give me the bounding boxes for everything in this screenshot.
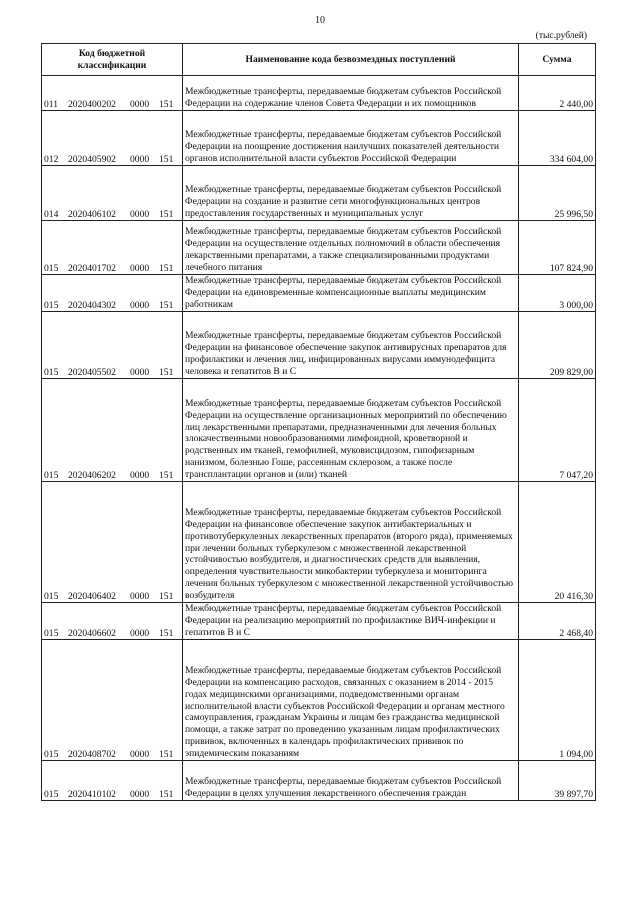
header-sum: Сумма — [519, 44, 596, 76]
kosgu-code: 151 — [159, 154, 174, 165]
revenue-code: 2020406602 — [68, 628, 116, 639]
program-code: 0000 — [130, 789, 150, 800]
classification-code-cell — [42, 379, 183, 482]
classification-code-cell — [42, 761, 183, 801]
kosgu-code: 151 — [159, 749, 174, 760]
page-number: 10 — [315, 15, 325, 26]
units-label: (тыс.рублей) — [535, 31, 587, 41]
revenue-name: Межбюджетные трансферты, передаваемые бюджетам субъектов Российской Федерации на единовременные компенсационные выплаты медицинским работникам — [183, 275, 519, 312]
amount: 20 416,30 — [519, 482, 596, 603]
table-header-row — [42, 44, 596, 76]
table-row — [42, 482, 596, 603]
classification-code-cell — [42, 275, 183, 312]
table-row — [42, 166, 596, 221]
program-code: 0000 — [130, 749, 150, 760]
classification-code-cell — [42, 111, 183, 166]
revenue-name: Межбюджетные трансферты, передаваемые бюджетам субъектов Российской Федерации на осуществление организационных мероприятий по обеспечению лиц лекарственными препаратами, предназначенными для лечения больных злокачественными новообразованиями лимфоидной, кроветворной и родственных им тканей, гемофилией, муковисцидозом, гипофизарным нанизмом, болезнью Гоше, рассеянным склерозом, а также после трансплантации органов и (или) тканей — [183, 379, 519, 482]
revenue-code: 2020400202 — [68, 99, 116, 110]
table-row — [42, 275, 596, 312]
kosgu-code: 151 — [159, 99, 174, 110]
revenue-code: 2020406202 — [68, 470, 116, 481]
admin-code: 014 — [44, 209, 59, 220]
revenue-code: 2020405902 — [68, 154, 116, 165]
revenue-name: Межбюджетные трансферты, передаваемые бюджетам субъектов Российской Федерации на реализацию мероприятий по профилактике ВИЧ-инфекции и гепатитов В и С — [183, 603, 519, 640]
program-code: 0000 — [130, 591, 150, 602]
revenue-code: 2020408702 — [68, 749, 116, 760]
admin-code: 015 — [44, 470, 59, 481]
table-row — [42, 640, 596, 761]
revenue-code: 2020401702 — [68, 263, 116, 274]
program-code: 0000 — [130, 628, 150, 639]
amount: 107 824,90 — [519, 221, 596, 275]
program-code: 0000 — [130, 367, 150, 378]
revenue-name: Межбюджетные трансферты, передаваемые бюджетам субъектов Российской Федерации на финансовое обеспечение закупок антибактериальных и противотуберкулезных лекарственных препаратов (второго ряда), применяемых при лечении больных туберкулезом с множественной лекарственной устойчивостью возбудителя, и диагностических средств для выявления, определения чувствительности микобактерии туберкулеза и мониторинга лечения больных туберкулезом с множественной лекарственной устойчивостью возбудителя — [183, 482, 519, 603]
classification-code-cell — [42, 482, 183, 603]
revenue-name: Межбюджетные трансферты, передаваемые бюджетам субъектов Российской Федерации на финансовое обеспечение закупок антивирусных препаратов для профилактики и лечения лиц, инфицированных вирусами иммунодефицита человека и гепатитов В и С — [183, 312, 519, 379]
amount: 2 440,00 — [519, 76, 596, 111]
table-row — [42, 76, 596, 111]
admin-code: 015 — [44, 263, 59, 274]
classification-code-cell — [42, 166, 183, 221]
revenue-name: Межбюджетные трансферты, передаваемые бюджетам субъектов Российской Федерации на создание и развитие сети многофункциональных центров предоставления государственных и муниципальных услуг — [183, 166, 519, 221]
program-code: 0000 — [130, 209, 150, 220]
admin-code: 012 — [44, 154, 59, 165]
admin-code: 011 — [44, 99, 59, 110]
classification-code-cell — [42, 76, 183, 111]
table-row — [42, 312, 596, 379]
kosgu-code: 151 — [159, 367, 174, 378]
amount: 25 996,50 — [519, 166, 596, 221]
table-row — [42, 221, 596, 275]
revenue-code: 2020410102 — [68, 789, 116, 800]
program-code: 0000 — [130, 470, 150, 481]
revenue-code: 2020406402 — [68, 591, 116, 602]
revenue-name: Межбюджетные трансферты, передаваемые бюджетам субъектов Российской Федерации на поощрение достижения наилучших показателей деятельности органов исполнительной власти субъектов Российской Федерации — [183, 111, 519, 166]
program-code: 0000 — [130, 300, 150, 311]
table-row — [42, 603, 596, 640]
table-body — [42, 76, 596, 801]
admin-code: 015 — [44, 628, 59, 639]
admin-code: 015 — [44, 789, 59, 800]
amount: 1 094,00 — [519, 640, 596, 761]
admin-code: 015 — [44, 367, 59, 378]
kosgu-code: 151 — [159, 628, 174, 639]
revenue-name: Межбюджетные трансферты, передаваемые бюджетам субъектов Российской Федерации на компенсацию расходов, связанных с оказанием в 2014 - 2015 годах медицинскими организациями, подведомственными органам исполнительной власти субъектов Российской Федерации и органам местного самоуправления, гражданам Украины и лицам без гражданства медицинской помощи, а также затрат по проведению указанным лицам профилактических прививок, включенных в календарь профилактических прививок по эпидемическим показаниям — [183, 640, 519, 761]
classification-code-cell — [42, 603, 183, 640]
amount: 3 000,00 — [519, 275, 596, 312]
kosgu-code: 151 — [159, 470, 174, 481]
table-row — [42, 379, 596, 482]
revenue-name: Межбюджетные трансферты, передаваемые бюджетам субъектов Российской Федерации на содержание членов Совета Федерации и их помощников — [183, 76, 519, 111]
revenue-code: 2020404302 — [68, 300, 116, 311]
classification-code-cell — [42, 640, 183, 761]
amount: 39 897,70 — [519, 761, 596, 801]
revenue-name: Межбюджетные трансферты, передаваемые бюджетам субъектов Российской Федерации в целях улучшения лекарственного обеспечения граждан — [183, 761, 519, 801]
admin-code: 015 — [44, 300, 59, 311]
revenue-code: 2020406102 — [68, 209, 116, 220]
admin-code: 015 — [44, 749, 59, 760]
header-code: Код бюджетной классификации — [42, 44, 183, 76]
kosgu-code: 151 — [159, 789, 174, 800]
revenue-name: Межбюджетные трансферты, передаваемые бюджетам субъектов Российской Федерации на осуществление отдельных полномочий в области обеспечения лекарственными препаратами, а также специализированными продуктами лечебного питания — [183, 221, 519, 275]
kosgu-code: 151 — [159, 263, 174, 274]
amount: 7 047,20 — [519, 379, 596, 482]
admin-code: 015 — [44, 591, 59, 602]
amount: 2 468,40 — [519, 603, 596, 640]
program-code: 0000 — [130, 154, 150, 165]
table-row — [42, 761, 596, 801]
program-code: 0000 — [130, 99, 150, 110]
budget-table — [41, 43, 596, 801]
revenue-code: 2020405502 — [68, 367, 116, 378]
kosgu-code: 151 — [159, 209, 174, 220]
program-code: 0000 — [130, 263, 150, 274]
classification-code-cell — [42, 221, 183, 275]
amount: 334 604,00 — [519, 111, 596, 166]
table-row — [42, 111, 596, 166]
kosgu-code: 151 — [159, 591, 174, 602]
header-name: Наименование кода безвозмездных поступлений — [183, 44, 519, 76]
amount: 209 829,00 — [519, 312, 596, 379]
kosgu-code: 151 — [159, 300, 174, 311]
classification-code-cell — [42, 312, 183, 379]
